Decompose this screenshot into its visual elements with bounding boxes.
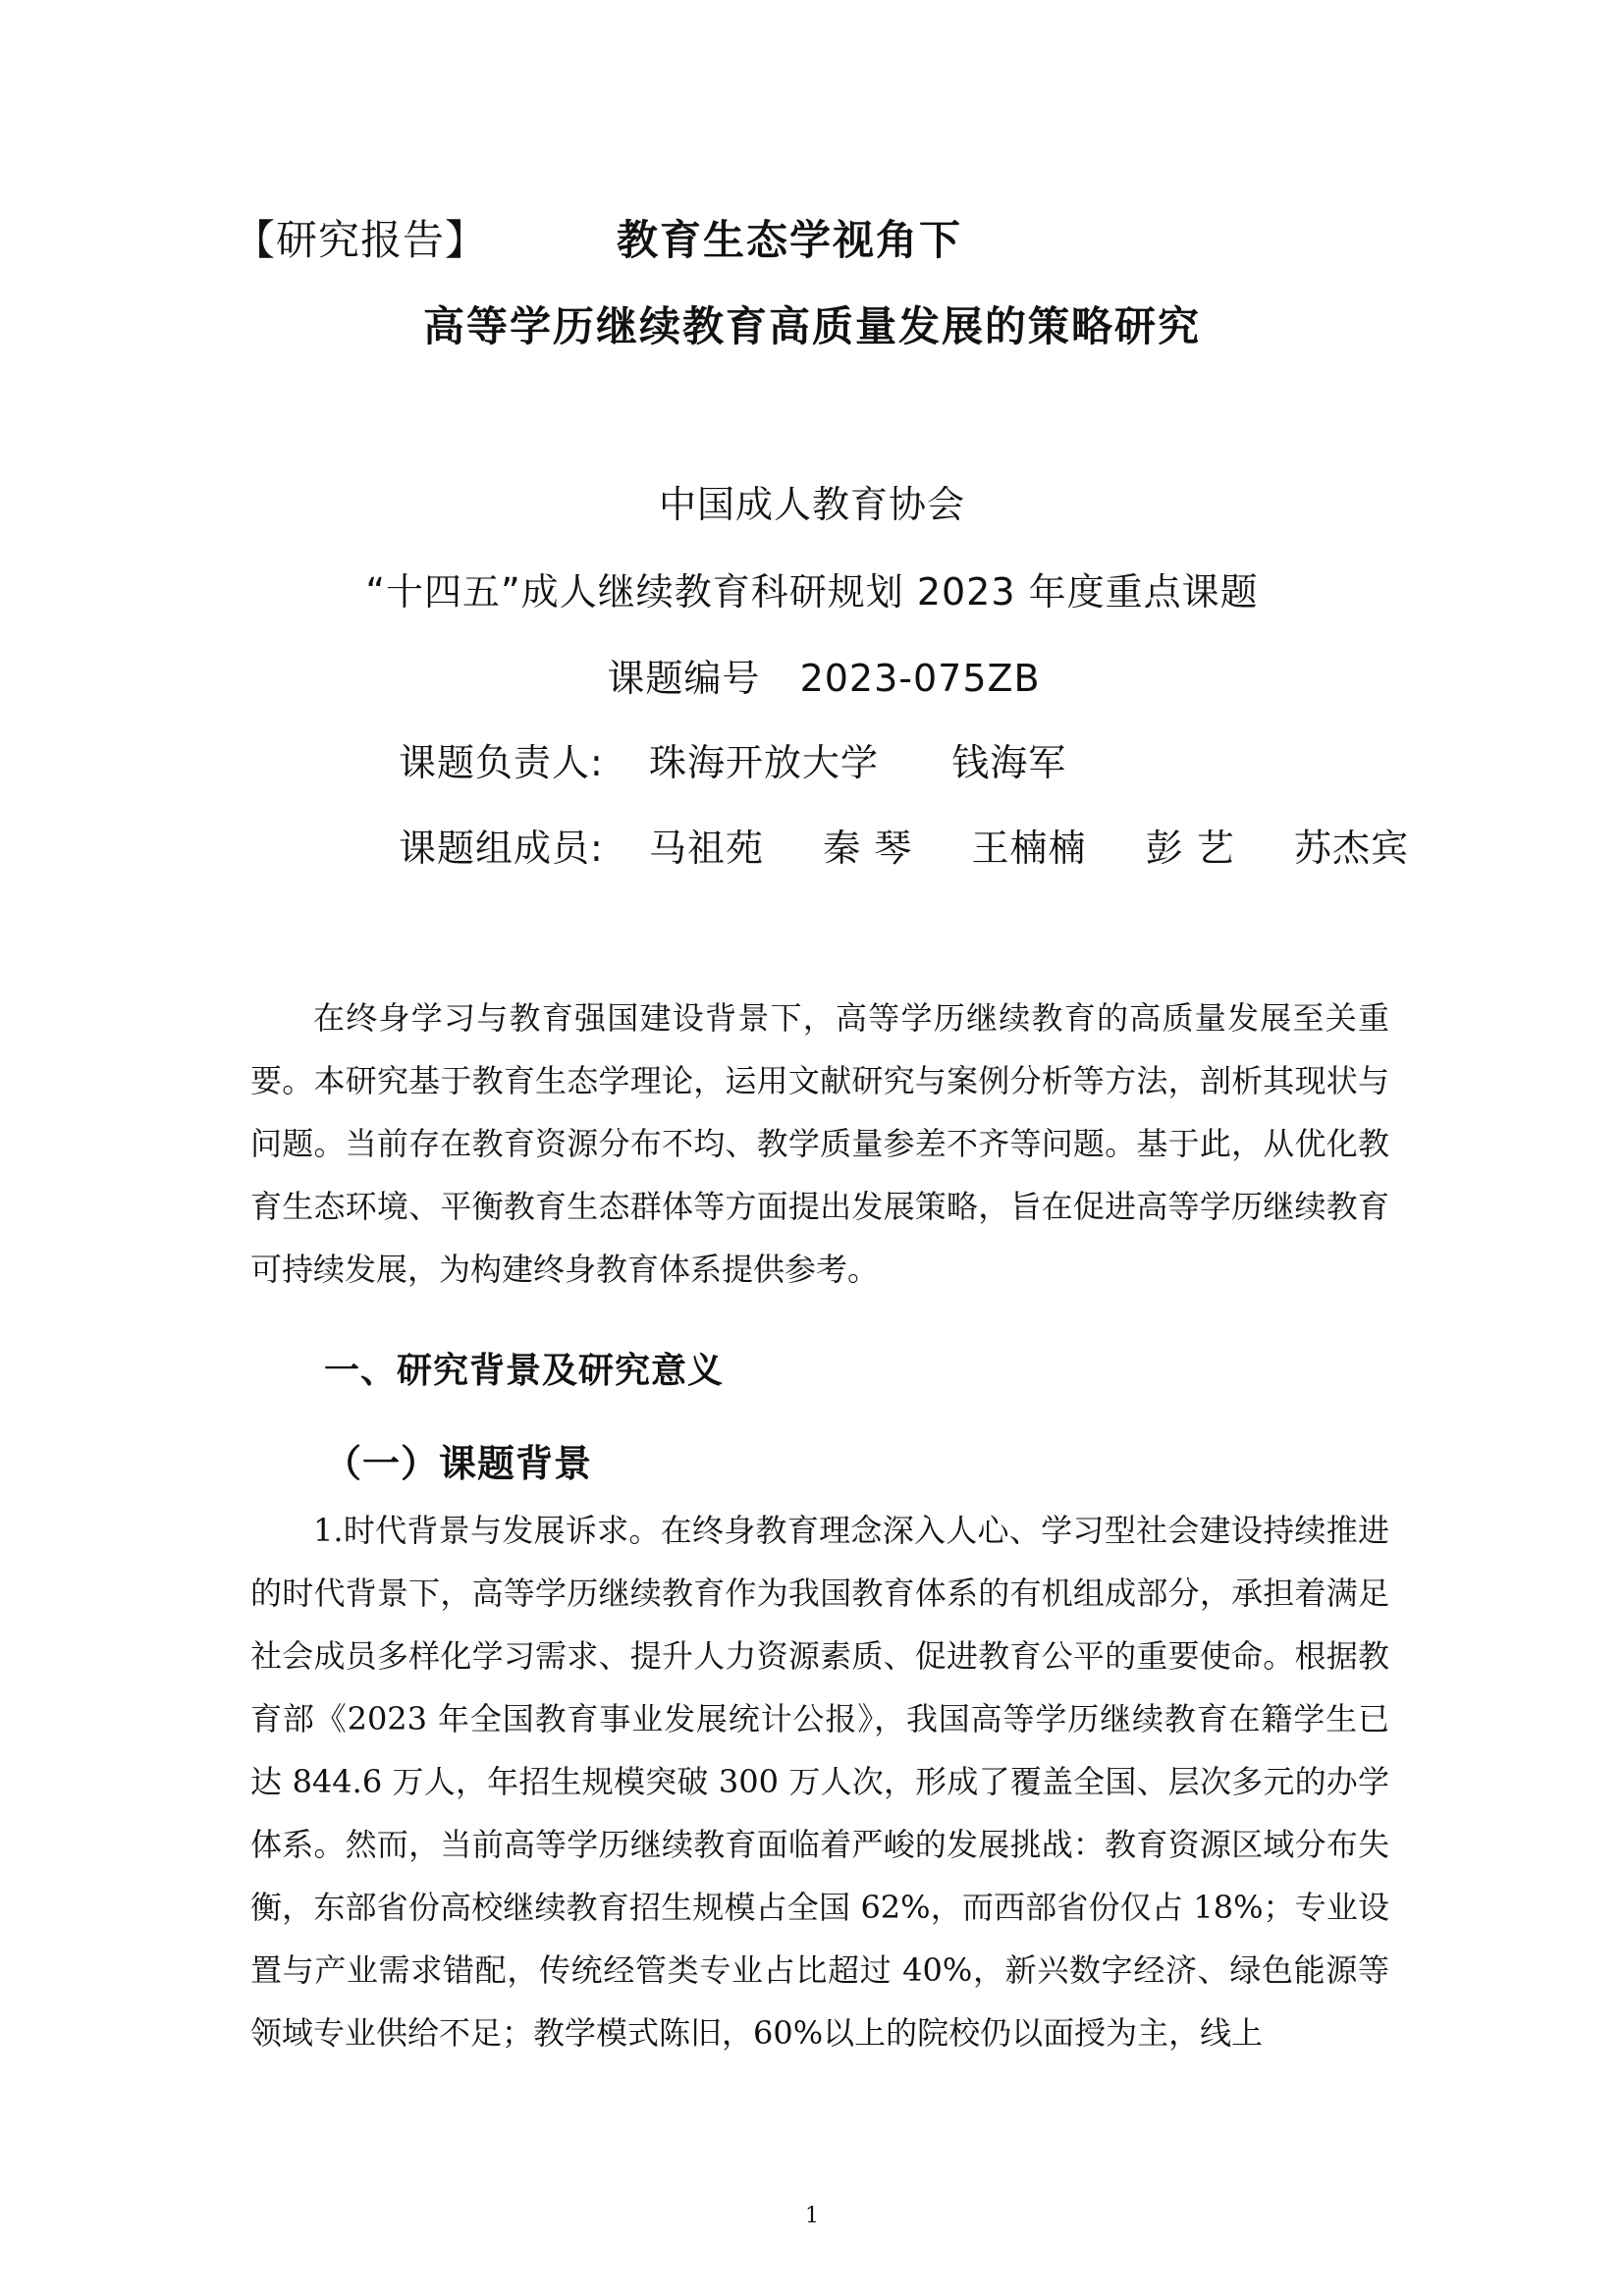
project-members	[399, 818, 1409, 872]
report-title-subline: 高等学历继续教育高质量发展的策略研究	[422, 302, 1201, 350]
project-name: “十四五”成人继续教育科研规划 2023 年度重点课题	[365, 570, 1259, 614]
body-block	[250, 1499, 1389, 2064]
section-heading: 一、研究背景及研究意义	[324, 1351, 725, 1391]
member-name: 马祖苑	[649, 827, 765, 870]
abstract-block	[250, 987, 1389, 1301]
project-leader	[399, 732, 1066, 786]
project-code-label: 课题编号	[607, 657, 761, 700]
report-title-main: 教育生态学视角下	[617, 216, 963, 264]
subsection-heading: （一）课题背景	[324, 1442, 593, 1485]
body-paragraph: 1.时代背景与发展诉求。在终身教育理念深入人心、学习型社会建设持续推进的时代背景下，高等学历继续教育作为我国教育体系的有机组成部分，承担着满足社会成员多样化学习需求、提升人力资源素质、促进教育公平的重要使命。根据教育部《2023 年全国教育事业发展统计公报》，我国高等学历继续教育在籍学生已达 844.6 万人，年招生规模突破 300 万人次，形成了覆盖全国、层次多元的办学体系。然而，当前高等学历继续教育面临着严峻的发展挑战：教育资源区域分布失衡，东部省份高校继续教育招生规模占全国 62%，而西部省份仅占 18%；专业设置与产业需求错配，传统经管类专业占比超过 40%，新兴数字经济、绿色能源等领域专业供给不足；教学模式陈旧，60%以上的院校仍以面授为主，线上	[250, 1512, 1389, 2052]
member-name: 彭 艺	[1145, 827, 1235, 870]
title-line-1	[234, 208, 1412, 277]
member-name: 王楠楠	[971, 827, 1087, 870]
project-code-value: 2023-075ZB	[799, 657, 1041, 700]
members-label: 课题组成员:	[399, 827, 604, 870]
page-number: 1	[805, 2204, 819, 2228]
report-type-tag: 【研究报告】	[234, 216, 488, 264]
member-name: 秦 琴	[823, 827, 913, 870]
project-code	[0, 648, 1624, 702]
abstract-paragraph: 在终身学习与教育强国建设背景下，高等学历继续教育的高质量发展至关重要。本研究基于教育生态学理论，运用文献研究与案例分析等方法，剖析其现状与问题。当前存在教育资源分布不均、教学质量参差不齐等问题。基于此，从优化教育生态环境、平衡教育生态群体等方面提出发展策略，旨在促进高等学历继续教育可持续发展，为构建终身教育体系提供参考。	[250, 999, 1389, 1288]
leader-organization: 珠海开放大学	[649, 741, 880, 784]
leader-name: 钱海军	[951, 741, 1067, 784]
member-name: 苏杰宾	[1293, 827, 1409, 870]
leader-label: 课题负责人:	[399, 741, 604, 784]
organization: 中国成人教育协会	[658, 483, 965, 526]
